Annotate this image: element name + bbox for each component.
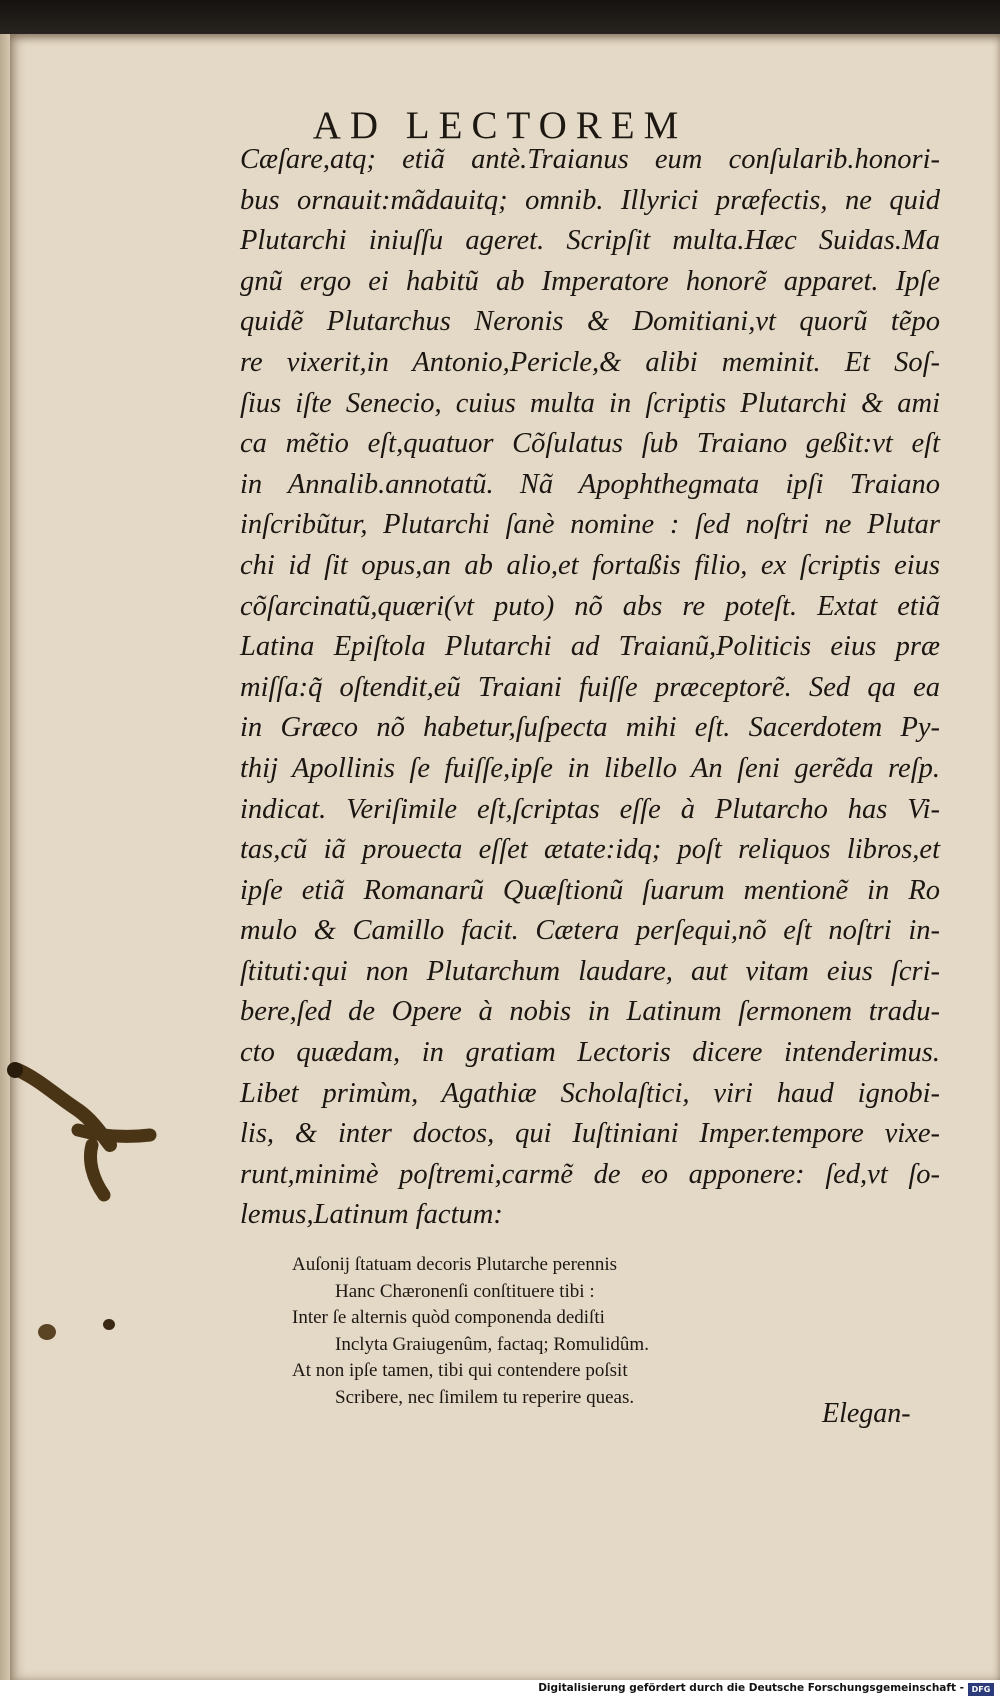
text-line: ca mẽtio eſt,quatuor Cõſulatus ſub Traiano geßit:vt eſt [240,428,940,460]
text-line: re vixerit,in Antonio,Pericle,& alibi meminit. Et Soſ- [240,346,940,378]
text-line: in Annalib.annotatũ. Nã Apophthegmata ipſi Traiano [240,468,940,500]
text-line: inſcribũtur, Plutarchi ſanè nomine : ſed noſtri ne Plutar [240,509,940,541]
poem [292,1252,852,1411]
text-line: bus ornauit:mãdauitq; omnib. Illyrici præfectis, ne quid [240,184,940,216]
footer-bar [0,1680,1000,1700]
text-line: ipſe etiã Romanarũ Quæſtionũ ſuarum mentionẽ in Ro [240,874,940,906]
poem-verse: Inclyta Graiugenûm, factaq; Romulidûm. [335,1333,649,1355]
text-line: Latina Epiſtola Plutarchi ad Traianũ,Politicis eius præ [240,631,940,663]
poem-verse: At non ipſe tamen, tibi qui contendere poſsit [292,1360,628,1381]
funding-credit: Digitalisierung gefördert durch die Deutsche Forschungsgemeinschaft - [538,1682,964,1694]
dfg-logo: DFG [968,1683,994,1696]
text-line: quidẽ Plutarchus Neronis & Domitiani,vt quorũ tẽpo [240,306,940,338]
text-line: miſſa:q̃ oſtendit,eũ Traiani fuiſſe præceptorẽ. Sed qa ea [240,671,940,703]
text-line: cõſarcinatũ,quæri(vt puto) nõ abs re poteſt. Extat etiã [240,590,940,622]
text-line: lis, & inter doctos, qui Iuſtiniani Imper.tempore vixe- [240,1118,940,1150]
ink-spot [103,1319,115,1330]
text-line: tas,cũ iã prouecta eſſet ætate:idq; poſt reliquos libros,et [240,834,940,866]
text-line: ſius iſte Senecio, cuius multa in ſcriptis Plutarchi & ami [240,387,940,419]
text-line: Plutarchi iniuſſu ageret. Scripſit multa.Hæc Suidas.Ma [240,225,940,257]
body-text [240,140,940,1236]
poem-verse: Hanc Chæronenſi conſtituere tibi : [335,1280,595,1302]
text-line: indicat. Veriſimile eſt,ſcriptas eſſe à Plutarcho has Vi- [240,793,940,825]
ink-stain [0,1050,190,1220]
scanner-background [0,0,1000,38]
poem-verse: Scribere, nec ſimilem tu reperire queas. [335,1386,635,1408]
poem-verse: Inter ſe alternis quòd componenda dediſti [292,1307,605,1328]
text-line: Cæſare,atq; etiã antè.Traianus eum conſularib.honori- [240,144,940,175]
text-line: mulo & Camillo facit. Cætera perſequi,nõ eſt noſtri in- [240,915,940,947]
text-line: in Græco nõ habetur,ſuſpecta mihi eſt. Sacerdotem Py- [240,712,940,744]
text-line: ſtituti:qui non Plutarchum laudare, aut vitam eius ſcri- [240,955,940,987]
poem-verse: Auſonij ſtatuam decoris Plutarche perennis [292,1254,618,1275]
ink-spot [38,1324,56,1340]
text-line: chi id ſit opus,an ab alio,et fortaßis filio, ex ſcriptis eius [240,549,940,581]
text-line: gnũ ergo ei habitũ ab Imperatore honorẽ apparet. Ipſe [240,265,940,297]
text-line: cto quædam, in gratiam Lectoris dicere intenderimus. [240,1037,940,1069]
catchword: Elegan- [822,1398,911,1429]
text-line: lemus,Latinum factum: [240,1199,503,1231]
text-line: bere,ſed de Opere à nobis in Latinum ſermonem tradu- [240,996,940,1028]
text-line: Libet primùm, Agathiæ Scholaſtici, viri haud ignobi- [240,1077,940,1109]
text-line: thij Apollinis ſe fuiſſe,ipſe in libello An ſeni gerẽda reſp. [240,752,940,784]
text-line: runt,minimè poſtremi,carmẽ de eo apponere: ſed,vt ſo- [240,1158,940,1190]
page-heading: AD LECTOREM [312,104,688,147]
